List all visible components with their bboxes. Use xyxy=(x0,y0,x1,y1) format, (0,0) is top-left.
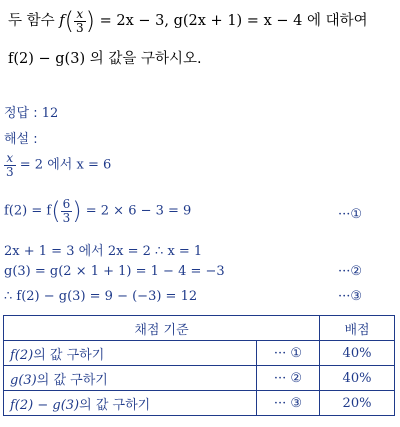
problem-line-2 xyxy=(8,52,202,67)
step2-fraction: $\frac{6}{3}$ xyxy=(62,196,71,225)
problem-line-1: 두 함수 f( $\frac{x}{3}$ ) = 2x − 3, g(2x + 1) = x − 4 에 대하여 xyxy=(8,7,368,36)
step1-fraction: $\frac{x}{3}$ xyxy=(6,151,14,179)
answer-value: 12 xyxy=(41,106,59,121)
header-points: 배점 xyxy=(320,316,395,341)
problem-eq-1: = 2x − 3, xyxy=(99,13,169,30)
header-criteria: 채점 기준 xyxy=(4,316,320,341)
solution-step-5: ∴ f(2) − g(3) = 9 − (−3) = 12 xyxy=(4,289,198,304)
grading-table xyxy=(3,315,395,416)
answer-label: 정답 : xyxy=(4,106,38,121)
table-row: g(3)의 값 구하기 ··· ② 40% xyxy=(4,366,395,391)
problem-expression: f(2) − g(3) xyxy=(8,51,86,67)
explanation-label: 해설 : xyxy=(4,132,38,147)
step4-marker: ···② xyxy=(338,264,363,279)
problem-question: 의 값을 구하시오. xyxy=(89,51,202,67)
problem-prefix: 두 함수 xyxy=(8,13,55,30)
grading-header-row xyxy=(4,316,395,341)
step5-marker: ···③ xyxy=(338,289,363,304)
solution-step-2: f(2) = f( $\frac{6}{3}$ ) = 2 × 6 − 3 = 9 xyxy=(4,196,192,225)
solution-step-3: 2x + 1 = 3 에서 2x = 2 ∴ x = 1 xyxy=(4,244,203,259)
problem-eq-2: g(2x + 1) = x − 4 xyxy=(173,13,303,30)
problem-func-f: f xyxy=(59,13,65,30)
solution-step-1: $\frac{x}{3}$ = 2 에서 x = 6 xyxy=(6,151,112,179)
problem-suffix: 에 대하여 xyxy=(306,13,368,30)
table-row: f(2) − g(3)의 값 구하기 ··· ③ 20% xyxy=(4,391,395,416)
solution-step-4: g(3) = g(2 × 1 + 1) = 1 − 4 = −3 xyxy=(4,264,225,279)
table-row: f(2)의 값 구하기 ··· ① 40% xyxy=(4,341,395,366)
problem-fraction: $\frac{x}{3}$ xyxy=(76,7,84,35)
answer-line xyxy=(4,102,58,121)
step2-marker: ···① xyxy=(338,207,363,222)
